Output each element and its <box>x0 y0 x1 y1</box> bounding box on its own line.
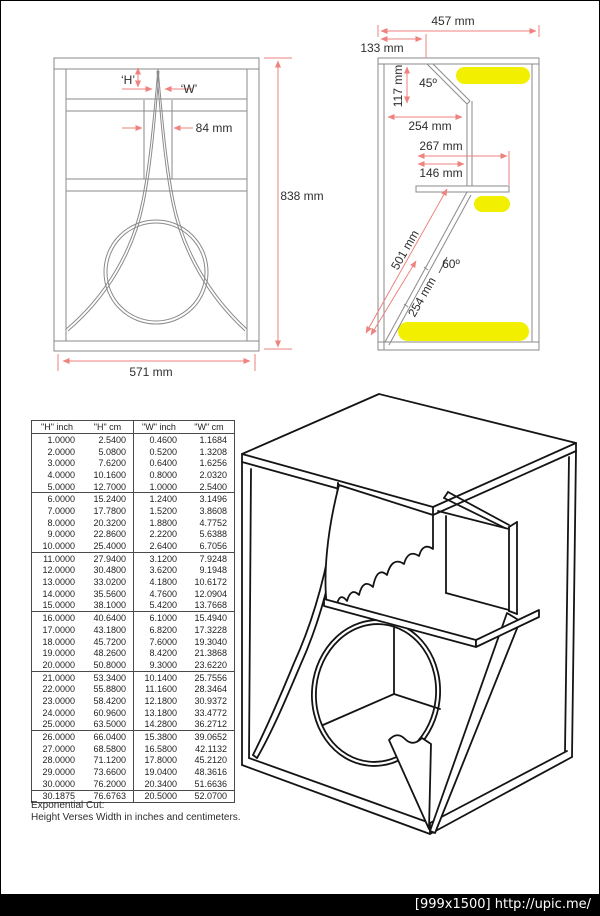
table-cell: 76.6763 <box>82 790 134 803</box>
table-cell: 7.6200 <box>82 457 134 469</box>
table-cell: 15.2400 <box>82 493 134 505</box>
table-cell: 40.6400 <box>82 612 134 624</box>
table-cell: 21.3868 <box>194 648 227 659</box>
table-cell: 33.0200 <box>82 576 134 588</box>
table-cell: 30.0000 <box>32 778 83 790</box>
table-cell: 10.1600 <box>82 469 134 481</box>
table-cell: 53.3400 <box>82 671 134 683</box>
table-cell: 20.3400 <box>134 778 185 790</box>
table-cell: 6.8200 <box>149 624 177 635</box>
table-row <box>32 552 235 564</box>
table-cell: 63.5000 <box>82 719 134 731</box>
table-cell: 5.6388 <box>199 529 227 540</box>
table-cell: 52.0700 <box>194 791 227 802</box>
table-row <box>32 683 235 695</box>
front-view-geometry <box>54 58 259 351</box>
table-cell: 19.0400 <box>144 767 177 778</box>
isometric-cutaway-drawing <box>226 391 600 881</box>
table-cell: 25.7556 <box>194 672 227 683</box>
table-cell: 15.3800 <box>144 732 177 743</box>
table-cell: 35.5600 <box>82 588 134 600</box>
table-cell: 20.3200 <box>82 517 134 529</box>
table-row <box>32 659 235 671</box>
table-row <box>32 540 235 552</box>
table-cell: 1.2400 <box>149 494 177 505</box>
table-cell: 3.1200 <box>149 553 177 564</box>
table-cell: 6.0000 <box>47 494 75 505</box>
table-cell: 27.9400 <box>82 552 134 564</box>
table-row <box>32 731 235 743</box>
table-row <box>32 671 235 683</box>
table-cell: 0.8000 <box>149 469 177 480</box>
table-cell: 26.0000 <box>42 732 75 743</box>
table-cell: 17.7800 <box>82 505 134 517</box>
table-cell: 33.4772 <box>194 707 227 718</box>
table-cell: 18.0000 <box>42 636 75 647</box>
table-row <box>32 517 235 529</box>
table-cell: 29.0000 <box>42 767 75 778</box>
table-row <box>32 588 235 600</box>
table-cell: 1.5200 <box>149 505 177 516</box>
table-cell: 10.6172 <box>194 577 227 588</box>
table-cell: 12.7000 <box>82 481 134 493</box>
table-cell: 68.5800 <box>82 743 134 755</box>
table-row <box>32 647 235 659</box>
table-cell: 12.1800 <box>144 695 177 706</box>
table-cell: 3.8608 <box>199 505 227 516</box>
table-cell: 2.6400 <box>134 540 185 552</box>
table-cell: 4.1800 <box>149 577 177 588</box>
table-cell: 9.0000 <box>47 529 75 540</box>
table-cell: 16.5800 <box>144 743 177 754</box>
table-cell: 12.0000 <box>42 565 75 576</box>
table-cell: 48.2600 <box>82 647 134 659</box>
table-cell: 1.0000 <box>47 434 75 445</box>
image-host-text: [999x1500] http://upic.me/ <box>414 897 591 912</box>
side-panel-length-dimension: 501 mm <box>388 227 422 273</box>
table-cell: 20.5000 <box>144 791 177 802</box>
table-cell: 16.0000 <box>42 613 75 624</box>
table-row <box>32 576 235 588</box>
table-cell: 38.1000 <box>82 600 134 612</box>
front-throat-dimension: 84 mm <box>195 121 233 135</box>
table-cell: 5.0800 <box>82 446 134 458</box>
table-cell: 23.0000 <box>42 695 75 706</box>
table-caption <box>31 800 241 824</box>
table-row <box>32 695 235 707</box>
table-cell: 19.3040 <box>194 636 227 647</box>
table-cell: 5.0000 <box>32 481 83 493</box>
table-header-cell: "H" cm <box>82 421 134 434</box>
table-row <box>32 755 235 767</box>
table-cell: 14.0000 <box>42 588 75 599</box>
table-row <box>32 766 235 778</box>
side-depth-dimension: 457 mm <box>431 14 475 28</box>
table-cell: 28.0000 <box>42 755 75 766</box>
table-cell: 27.0000 <box>42 743 75 754</box>
side-bottom-angle-label: 60º <box>442 257 460 271</box>
table-row <box>32 469 235 481</box>
table-cell: 5.4200 <box>134 600 185 612</box>
front-h-variable-label: ‘H’ <box>121 73 135 87</box>
table-cell: 2.0000 <box>47 446 75 457</box>
table-cell: 3.1496 <box>199 494 227 505</box>
table-cell: 7.9248 <box>199 553 227 564</box>
table-cell: 2.0320 <box>199 469 227 480</box>
table-cell: 66.0400 <box>82 731 134 743</box>
side-reflector-drop-dimension: 117 mm <box>391 64 405 108</box>
table-cell: 45.7200 <box>82 636 134 648</box>
table-row <box>32 493 235 505</box>
table-cell: 8.0000 <box>47 517 75 528</box>
table-row <box>32 505 235 517</box>
table-row <box>32 600 235 612</box>
table-cell: 1.0000 <box>134 481 185 493</box>
table-cell: 1.3208 <box>199 446 227 457</box>
table-cell: 50.8000 <box>82 659 134 671</box>
table-cell: 22.8600 <box>82 529 134 541</box>
table-cell: 60.9600 <box>82 707 134 719</box>
side-duct-short-dimension: 146 mm <box>419 166 463 180</box>
table-cell: 39.0652 <box>194 732 227 743</box>
table-cell: 15.4940 <box>194 613 227 624</box>
table-cell: 0.6400 <box>149 458 177 469</box>
table-cell: 21.0000 <box>42 672 75 683</box>
side-duct-long-dimension: 267 mm <box>419 139 463 153</box>
table-cell: 4.0000 <box>47 469 75 480</box>
side-top-angle-label: 45º <box>419 76 437 90</box>
table-cell: 55.8800 <box>82 683 134 695</box>
table-row <box>32 719 235 731</box>
table-cell: 9.3000 <box>134 659 185 671</box>
table-cell: 17.0000 <box>42 624 75 635</box>
table-row <box>32 446 235 458</box>
table-cell: 24.0000 <box>42 707 75 718</box>
caption-line1: Exponential Cut: <box>31 800 105 811</box>
table-cell: 11.0000 <box>43 553 75 564</box>
table-cell: 17.8000 <box>144 755 177 766</box>
table-cell: 1.1684 <box>199 434 227 445</box>
table-row <box>32 778 235 790</box>
side-lip-dimension: 133 mm <box>360 41 404 55</box>
table-cell: 8.4200 <box>149 648 177 659</box>
table-row <box>32 636 235 648</box>
table-row <box>32 529 235 541</box>
table-cell: 30.4800 <box>82 565 134 577</box>
table-cell: 13.7668 <box>184 600 235 612</box>
table-row <box>32 434 235 446</box>
table-cell: 19.0000 <box>42 648 75 659</box>
conversion-table <box>31 420 235 803</box>
table-cell: 11.1600 <box>145 684 177 695</box>
side-reflector-run-dimension: 254 mm <box>408 119 452 133</box>
table-cell: 25.0000 <box>32 719 83 731</box>
table-cell: 13.0000 <box>42 577 75 588</box>
table-cell: 1.6256 <box>199 458 227 469</box>
front-w-variable-label: ‘W’ <box>180 82 198 96</box>
table-row <box>32 481 235 493</box>
table-row <box>32 612 235 624</box>
table-cell: 9.1948 <box>199 565 227 576</box>
table-cell: 43.1800 <box>82 624 134 636</box>
table-cell: 6.1000 <box>149 613 177 624</box>
table-cell: 73.6600 <box>82 766 134 778</box>
table-cell: 42.1132 <box>195 743 227 754</box>
table-cell: 71.1200 <box>82 755 134 767</box>
table-row <box>32 707 235 719</box>
table-cell: 7.0000 <box>47 505 75 516</box>
table-row <box>32 457 235 469</box>
table-cell: 1.8800 <box>149 517 177 528</box>
table-cell: 7.6000 <box>149 636 177 647</box>
table-header-row <box>32 421 235 434</box>
front-width-dimension: 571 mm <box>129 365 173 379</box>
table-cell: 13.1800 <box>144 707 177 718</box>
table-cell: 45.2120 <box>194 755 227 766</box>
table-header-cell: "W" cm <box>184 421 235 434</box>
table-cell: 10.1400 <box>144 672 177 683</box>
table-cell: 51.6636 <box>184 778 235 790</box>
table-cell: 58.4200 <box>82 695 134 707</box>
front-height-dimension: 838 mm <box>280 189 324 203</box>
table-cell: 14.2800 <box>134 719 185 731</box>
image-host-banner <box>1 894 599 915</box>
table-header-cell: "H" inch <box>32 421 83 434</box>
table-cell: 2.5400 <box>82 434 134 446</box>
table-header-cell: "W" inch <box>134 421 185 434</box>
table-row <box>32 565 235 577</box>
table-row <box>32 743 235 755</box>
table-cell: 4.7752 <box>199 517 227 528</box>
table-cell: 48.3616 <box>194 767 227 778</box>
table-cell: 2.2200 <box>149 529 177 540</box>
table-cell: 4.7600 <box>149 588 177 599</box>
table-row <box>32 624 235 636</box>
table-cell: 36.2712 <box>184 719 235 731</box>
table-cell: 25.4000 <box>82 540 134 552</box>
table-cell: 0.5200 <box>149 446 177 457</box>
table-cell: 76.2000 <box>82 778 134 790</box>
table-cell: 10.0000 <box>32 540 83 552</box>
table-cell: 28.3464 <box>194 684 227 695</box>
table-cell: 3.6200 <box>149 565 177 576</box>
table-cell: 0.4600 <box>149 434 177 445</box>
table-cell: 20.0000 <box>32 659 83 671</box>
table-cell: 2.5400 <box>184 481 235 493</box>
table-cell: 6.7056 <box>184 540 235 552</box>
table-cell: 3.0000 <box>47 458 75 469</box>
table-cell: 30.9372 <box>194 695 227 706</box>
table-cell: 22.0000 <box>42 684 75 695</box>
side-panel-segment-dimension: 254 mm <box>405 274 439 320</box>
table-cell: 17.3228 <box>194 624 227 635</box>
table-cell: 23.6220 <box>184 659 235 671</box>
caption-line2: Height Verses Width in inches and centimeters. <box>31 812 241 823</box>
table-cell: 15.0000 <box>32 600 83 612</box>
table-cell: 12.0904 <box>194 588 227 599</box>
table-cell: 30.1875 <box>42 791 75 802</box>
